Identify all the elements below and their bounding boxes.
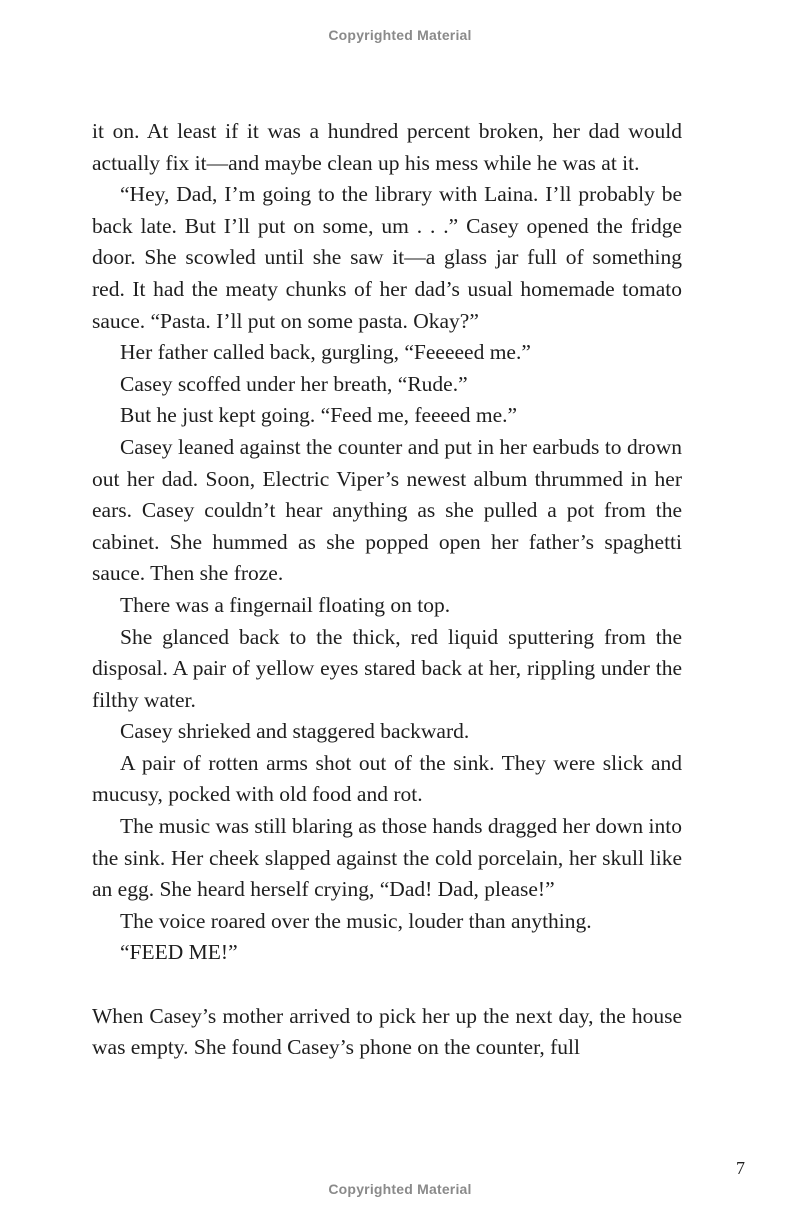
paragraph: “FEED ME!”: [120, 940, 238, 965]
paragraph: Her father called back, gurgling, “Feeeeed me.”: [120, 340, 531, 365]
copyright-footer: Copyrighted Material: [328, 1181, 472, 1197]
paragraph: Casey scoffed under her breath, “Rude.”: [120, 371, 468, 396]
paragraph: She glanced back to the thick, red liquid sputtering from the disposal. A pair of yellow eyes stared back at her, rippling under the filthy water.: [92, 624, 682, 712]
paragraph: Casey leaned against the counter and put in her earbuds to drown out her dad. Soon, Electric Viper’s newest album thrummed in her ears. Casey couldn’t hear anything as she pulled a pot from the cabinet. She hummed as she popped open her father’s spaghetti sauce. Then she froze.: [92, 434, 682, 586]
paragraph: The voice roared over the music, louder than anything.: [120, 908, 592, 933]
paragraph: it on. At least if it was a hundred percent broken, her dad would actually fix it—and maybe clean up his mess while he was at it.: [92, 119, 682, 175]
paragraph: But he just kept going. “Feed me, feeeed me.”: [120, 403, 518, 428]
paragraph: Casey shrieked and staggered backward.: [120, 719, 470, 744]
paragraph: “Hey, Dad, I’m going to the library with Laina. I’ll probably be back late. But I’ll put on some, um . . .” Casey opened the fridge door. She scowled until she saw it—a glass jar full of something red. It had the meaty chunks of her dad’s usual homemade tomato sauce. “Pasta. I’ll put on some pasta. Okay?”: [92, 182, 682, 333]
copyright-header: Copyrighted Material: [328, 27, 472, 43]
page-number: 7: [736, 1158, 745, 1178]
paragraph: When Casey’s mother arrived to pick her up the next day, the house was empty. She found Casey’s phone on the counter, full: [92, 1003, 682, 1060]
paragraph: The music was still blaring as those hands dragged her down into the sink. Her cheek slapped against the cold porcelain, her skull like an egg. She heard herself crying, “Dad! Dad, please!”: [92, 814, 682, 902]
paragraph: A pair of rotten arms shot out of the sink. They were slick and mucusy, pocked with old food and rot.: [92, 750, 682, 807]
paragraph: There was a fingernail floating on top.: [120, 592, 451, 617]
page-body: [92, 116, 682, 1064]
